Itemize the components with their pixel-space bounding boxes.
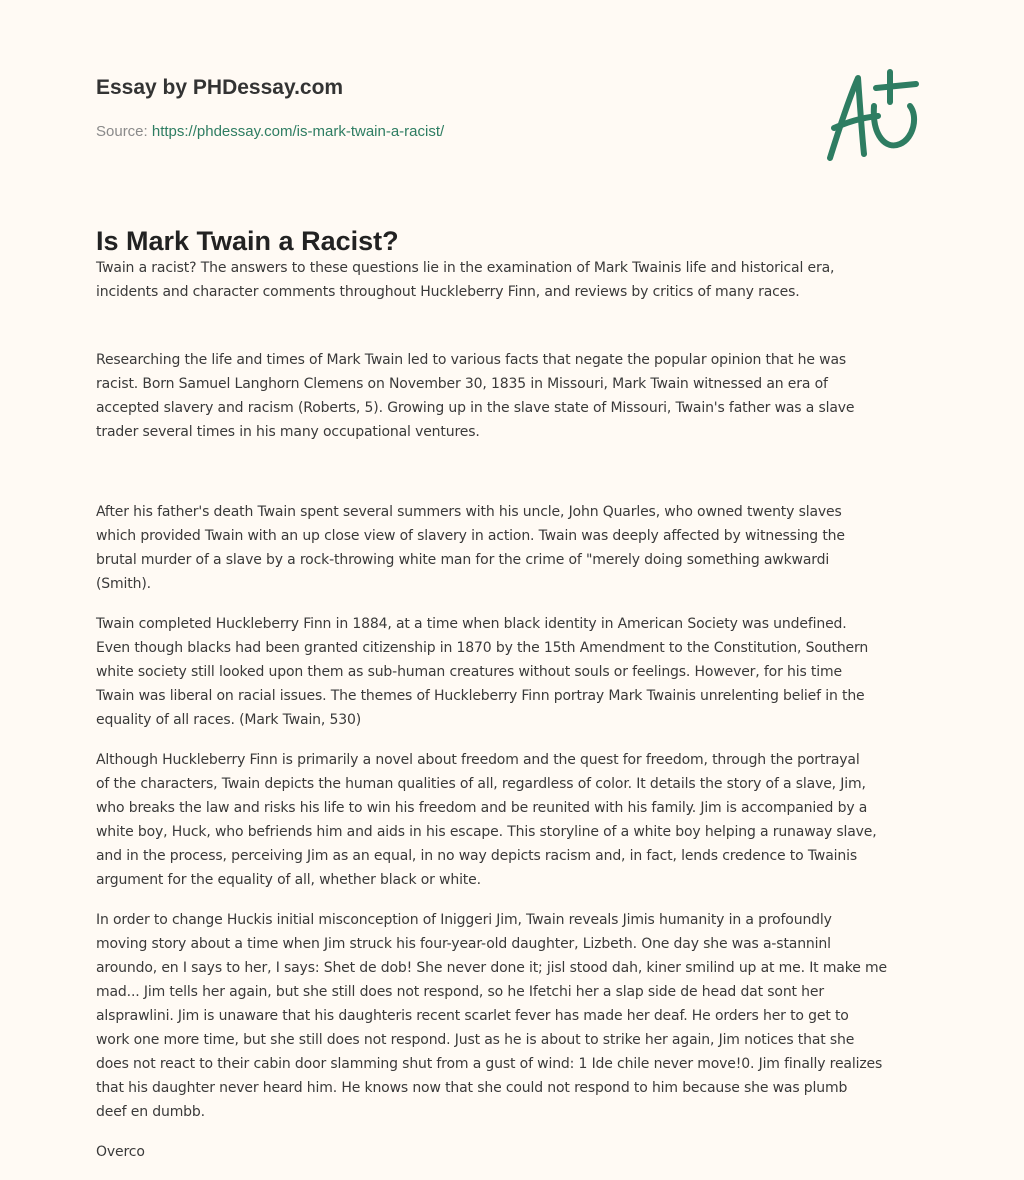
text-line: Twain was liberal on racial issues. The themes of Huckleberry Finn portray Mark Twainis unrelenting belief in the: [96, 688, 865, 704]
source-line: [96, 123, 444, 140]
source-label: Source:: [96, 123, 152, 140]
text-line: incidents and character comments throughout Huckleberry Finn, and reviews by critics of many races.: [96, 284, 800, 300]
text-line: deef en dumbb.: [96, 1104, 205, 1120]
text-line: Researching the life and times of Mark Twain led to various facts that negate the popular opinion that he was: [96, 352, 847, 368]
text-line: aroundo, en I says to her, I says: Shet de dob! She never done it; jisl stood dah, kiner smilind up at me. It make me: [96, 960, 887, 976]
text-line: Twain a racist? The answers to these questions lie in the examination of Mark Twainis life and historical era,: [96, 260, 835, 276]
paragraph-5: [96, 748, 877, 892]
text-line: white boy, Huck, who befriends him and aids in his escape. This storyline of a white boy helping a runaway slave,: [96, 824, 877, 840]
text-line: accepted slavery and racism (Roberts, 5). Growing up in the slave state of Missouri, Twain's father was a slave: [96, 400, 855, 416]
paragraph-7-truncated: [96, 1140, 145, 1164]
text-line: does not react to their cabin door slamming shut from a gust of wind: 1 Ide chile never move!0. Jim finally realizes: [96, 1056, 883, 1072]
paragraph-1: [96, 256, 834, 304]
text-line: In order to change Huckis initial misconception of Iniggeri Jim, Twain reveals Jimis humanity in a profoundly: [96, 912, 832, 928]
text-line: Overco: [96, 1144, 145, 1160]
text-line: Although Huckleberry Finn is primarily a novel about freedom and the quest for freedom, through the portrayal: [96, 752, 860, 768]
source-link[interactable]: https://phdessay.com/is-mark-twain-a-racist/: [151, 123, 445, 140]
essay-title: Is Mark Twain a Racist?: [96, 226, 399, 256]
text-line: that his daughter never heard him. He knows now that she could not respond to him because she was plumb: [96, 1080, 848, 1096]
text-line: After his father's death Twain spent several summers with his uncle, John Quarles, who owned twenty slaves: [96, 504, 842, 520]
paragraph-6: [96, 908, 887, 1124]
text-line: trader several times in his many occupational ventures.: [96, 424, 480, 440]
text-line: alsprawlini. Jim is unaware that his daughteris recent scarlet fever has made her deaf. He orders her to get to: [96, 1008, 849, 1024]
text-line: and in the process, perceiving Jim as an equal, in no way depicts racism and, in fact, lends credence to Twainis: [96, 848, 857, 864]
text-line: equality of all races. (Mark Twain, 530): [96, 712, 362, 728]
text-line: Twain completed Huckleberry Finn in 1884, at a time when black identity in American Society was undefined.: [96, 616, 847, 632]
text-line: which provided Twain with an up close view of slavery in action. Twain was deeply affected by witnessing the: [96, 528, 845, 544]
text-line: white society still looked upon them as sub-human creatures without souls or feelings. However, for his time: [96, 664, 842, 680]
text-line: of the characters, Twain depicts the human qualities of all, regardless of color. It details the story of a slave, Jim,: [96, 776, 866, 792]
site-title: Essay by PHDessay.com: [96, 76, 344, 99]
paragraph-4: [96, 612, 868, 732]
text-line: (Smith).: [96, 576, 151, 592]
text-line: racist. Born Samuel Langhorn Clemens on November 30, 1835 in Missouri, Mark Twain witnessed an era of: [96, 376, 828, 392]
text-line: Even though blacks had been granted citizenship in 1870 by the 15th Amendment to the Constitution, Southern: [96, 640, 869, 656]
paragraph-3: [96, 500, 845, 596]
text-line: who breaks the law and risks his life to win his freedom and be reunited with his family. Jim is accompanied by a: [96, 800, 868, 816]
a-plus-logo-icon: [820, 66, 930, 166]
paragraph-2: [96, 348, 854, 444]
text-line: brutal murder of a slave by a rock-throwing white man for the crime of "merely doing something awkwardi: [96, 552, 830, 568]
text-line: mad... Jim tells her again, but she still does not respond, so he Ifetchi her a slap side de head dat sont her: [96, 984, 824, 1000]
text-line: moving story about a time when Jim struck his four-year-old daughter, Lizbeth. One day she was a-stanninl: [96, 936, 831, 952]
text-line: work one more time, but she still does not respond. Just as he is about to strike her again, Jim notices that she: [96, 1032, 855, 1048]
text-line: argument for the equality of all, whether black or white.: [96, 872, 481, 888]
